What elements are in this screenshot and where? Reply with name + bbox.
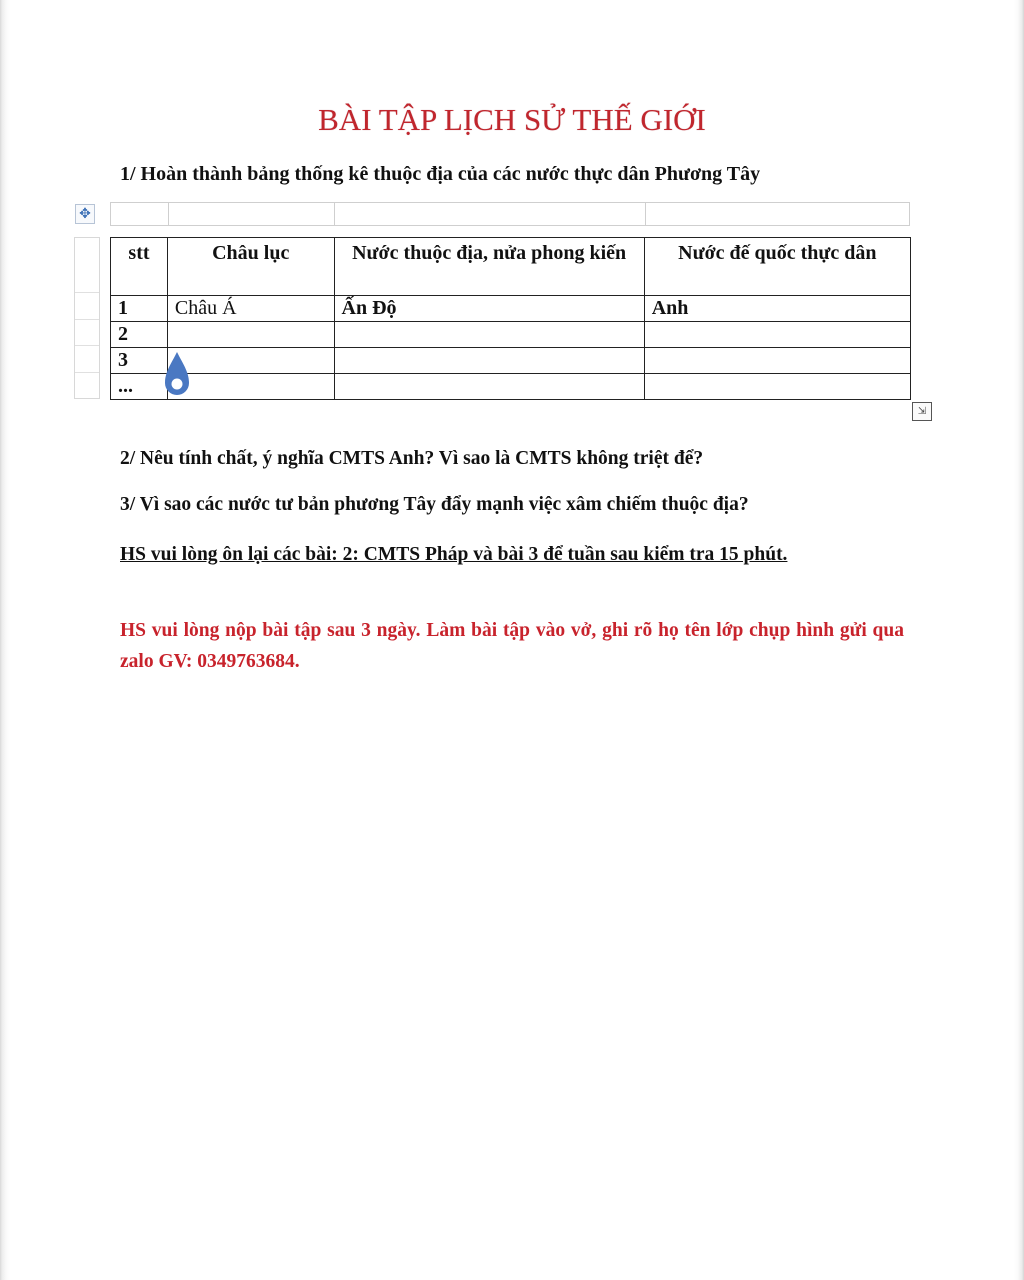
row-selector[interactable]	[75, 373, 99, 398]
table-row	[111, 348, 911, 374]
cell-colony[interactable]	[334, 348, 644, 374]
question-1: 1/ Hoàn thành bảng thống kê thuộc địa của các nước thực dân Phương Tây	[120, 163, 761, 185]
cell-continent[interactable]: Châu Á	[167, 296, 334, 322]
question-3: 3/ Vì sao các nước tư bản phương Tây đẩy mạnh việc xâm chiếm thuộc địa?	[120, 494, 749, 515]
cell-continent[interactable]	[167, 348, 334, 374]
cell-stt[interactable]: 1	[111, 296, 168, 322]
cell-imperialist[interactable]	[644, 348, 910, 374]
table-move-handle-icon[interactable]: ✥	[75, 204, 95, 224]
row-selector[interactable]	[75, 320, 99, 346]
table-resize-handle-icon[interactable]: ⇲	[912, 402, 932, 421]
header-colony[interactable]: Nước thuộc địa, nửa phong kiến	[334, 238, 644, 296]
selection-drop-handle-icon[interactable]	[162, 350, 192, 398]
ghost-cell	[168, 203, 335, 225]
cell-stt[interactable]: 3	[111, 348, 168, 374]
question-2: 2/ Nêu tính chất, ý nghĩa CMTS Anh? Vì sao là CMTS không triệt để?	[120, 448, 704, 469]
header-continent[interactable]: Châu lục	[167, 238, 334, 296]
ghost-cell	[111, 203, 169, 225]
ghost-cell	[334, 203, 646, 225]
cell-imperialist[interactable]: Anh	[644, 296, 910, 322]
page-edge-left	[0, 0, 10, 1280]
table-header-row	[111, 238, 911, 296]
cell-colony[interactable]	[334, 322, 644, 348]
row-selector[interactable]	[75, 346, 99, 373]
table-row	[111, 374, 911, 400]
cell-colony[interactable]: Ấn Độ	[334, 296, 644, 322]
cell-continent[interactable]	[167, 374, 334, 400]
submit-note: HS vui lòng nộp bài tập sau 3 ngày. Làm bài tập vào vở, ghi rõ họ tên lớp chụp hình gửi qua zalo GV: 0349763684.	[120, 620, 904, 672]
review-note: HS vui lòng ôn lại các bài: 2: CMTS Pháp và bài 3 để tuần sau kiểm tra 15 phút.	[120, 544, 788, 565]
table-row	[111, 296, 911, 322]
table-row-selectors[interactable]	[74, 237, 100, 399]
table-row	[111, 322, 911, 348]
header-stt[interactable]: stt	[111, 238, 168, 296]
colony-table[interactable]	[110, 237, 911, 400]
cell-continent[interactable]	[167, 322, 334, 348]
header-imperialist[interactable]: Nước đế quốc thực dân	[644, 238, 910, 296]
cell-imperialist[interactable]	[644, 374, 910, 400]
table-ghost-row	[110, 202, 910, 226]
row-selector[interactable]	[75, 293, 99, 320]
cell-stt[interactable]: ...	[111, 374, 168, 400]
row-selector[interactable]	[75, 238, 99, 293]
document-title: BÀI TẬP LỊCH SỬ THẾ GIỚI	[318, 102, 706, 137]
cell-stt[interactable]: 2	[111, 322, 168, 348]
cell-imperialist[interactable]	[644, 322, 910, 348]
cell-colony[interactable]	[334, 374, 644, 400]
page-edge-right	[1014, 0, 1024, 1280]
